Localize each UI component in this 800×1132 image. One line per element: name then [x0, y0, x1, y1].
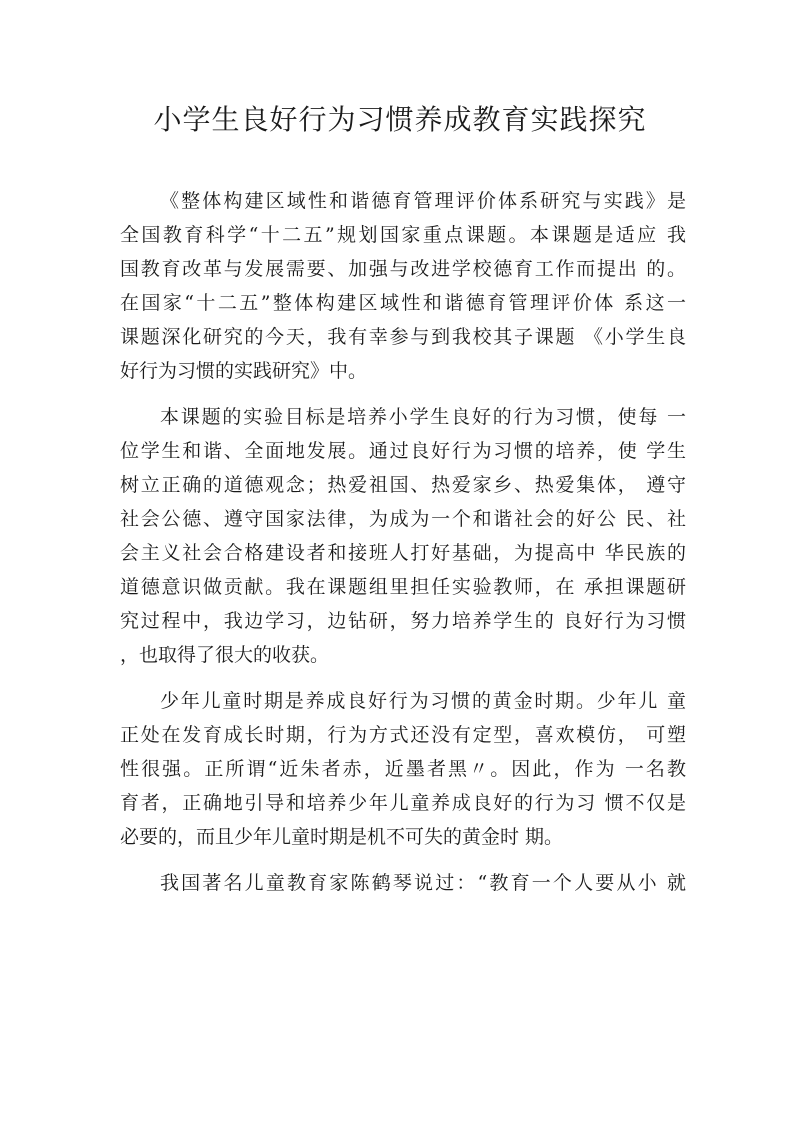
text-line: 国教育改革与发展需要、加强与改进学校德育工作而提出 的。: [120, 258, 686, 280]
text-line: 全国教育科学“十二五”规划国家重点课题。本课题是适应 我: [120, 224, 686, 246]
text-line: 性很强。正所谓“近朱者赤，近墨者黑〃。因此，作为 一名教: [120, 758, 686, 780]
text-line: ，也取得了很大的收获。: [120, 644, 330, 666]
text-line: 《整体构建区域性和谐德育管理评价体系研究与实践》是: [160, 190, 686, 212]
text-line: 位学生和谐、全面地发展。通过良好行为习惯的培养，使 学生: [120, 440, 686, 462]
text-line: 必要的，而且少年儿童时期是机不可失的黄金时 期。: [120, 826, 564, 848]
text-line: 课题深化研究的今天，我有幸参与到我校其子课题 《小学生良: [120, 326, 686, 348]
text-line: 会主义社会合格建设者和接班人打好基础，为提高中 华民族的: [120, 542, 686, 564]
text-line: 正处在发育成长时期，行为方式还没有定型，喜欢模仿， 可塑: [120, 724, 686, 746]
text-line: 究过程中，我边学习，边钻研，努力培养学生的 良好行为习惯: [120, 610, 686, 632]
text-line: 树立正确的道德观念；热爱祖国、热爱家乡、热爱集体， 遵守: [120, 474, 686, 496]
paragraph: [120, 684, 686, 854]
text-line: 在国家“十二五”整体构建区域性和谐德育管理评价体 系这一: [120, 292, 686, 314]
text-line: 少年儿童时期是养成良好行为习惯的黄金时期。少年儿 童: [160, 690, 686, 712]
text-line: 好行为习惯的实践研究》中。: [120, 360, 368, 382]
text-line: 育者，正确地引导和培养少年儿童养成良好的行为习 惯不仅是: [120, 792, 686, 814]
text-line: 我国著名儿童教育家陈鹤琴说过：“教育一个人要从小 就: [160, 872, 686, 894]
paragraph: [120, 184, 686, 388]
document-title: 小学生良好行为习惯养成教育实践探究: [153, 103, 647, 136]
text-line: 本课题的实验目标是培养小学生良好的行为习惯，使每 一: [160, 406, 686, 428]
document-body: [120, 184, 686, 912]
paragraph: [120, 866, 686, 900]
paragraph: [120, 400, 686, 672]
text-line: 社会公德、遵守国家法律，为成为一个和谐社会的好公 民、社: [120, 508, 686, 530]
text-line: 道德意识做贡献。我在课题组里担任实验教师，在 承担课题研: [120, 576, 686, 598]
